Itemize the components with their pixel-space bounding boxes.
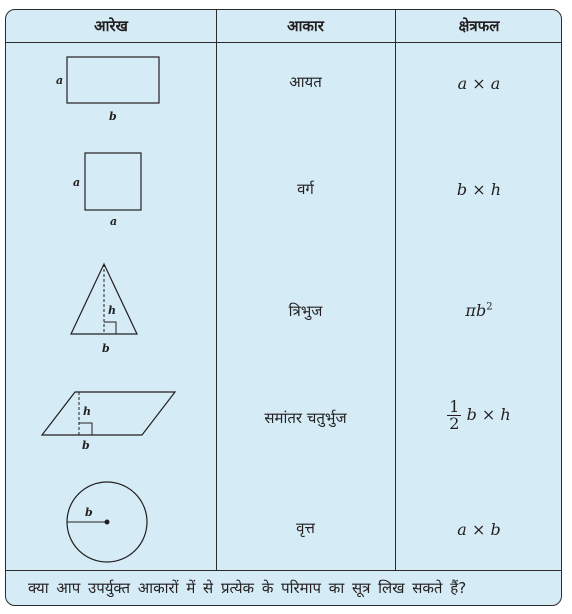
triangle-figure [6,258,216,358]
footer-question: क्या आप उपर्युक्त आकारों में से प्रत्येक के परिमाप का सूत्र लिख सकते हैं? [28,579,467,597]
circle-figure [6,480,216,568]
parallelogram-figure [6,382,216,457]
shape-name-triangle: त्रिभुज [288,302,323,320]
column-divider-2 [395,10,396,570]
center-point [105,520,110,525]
header-shape: आकार [287,17,324,35]
area-formula-parallelogram: $\frac{1}{2}$ b × h [449,397,511,433]
parallelogram-base-label: b [82,439,90,452]
parallelogram-shape [42,392,175,435]
square-figure [6,150,216,230]
parallelogram-height-label: h [83,405,91,418]
area-formula-square: b × h [456,180,502,199]
shape-name-square: वर्ग [297,180,314,198]
header-divider [6,42,561,43]
triangle-height-label: h [108,304,116,317]
area-formula-triangle: $\pi b^2$ [465,301,493,320]
right-angle-marker [104,322,116,334]
rectangle-figure [6,50,216,125]
header-area: क्षेत्रफल [458,17,500,35]
column-divider-1 [216,10,217,570]
shape-name-parallelogram: समांतर चतुर्भुज [264,409,347,427]
rectangle-base-label: b [109,110,117,123]
square-side-label: a [73,176,81,189]
area-formula-circle: a × b [457,520,501,539]
rectangle-side-label: a [56,74,64,87]
area-formula-rectangle: a × a [457,74,501,93]
shape-name-rectangle: आयत [289,73,322,91]
triangle-base-label: b [102,342,110,355]
rectangle-shape [67,57,159,103]
shapes-table [5,9,562,606]
radius-label: b [85,506,93,519]
header-diagram: आरेख [94,17,128,35]
square-base-label: a [110,215,118,228]
right-angle-marker [79,423,92,435]
square-shape [85,153,141,210]
shape-name-circle: वृत्त [296,519,315,537]
